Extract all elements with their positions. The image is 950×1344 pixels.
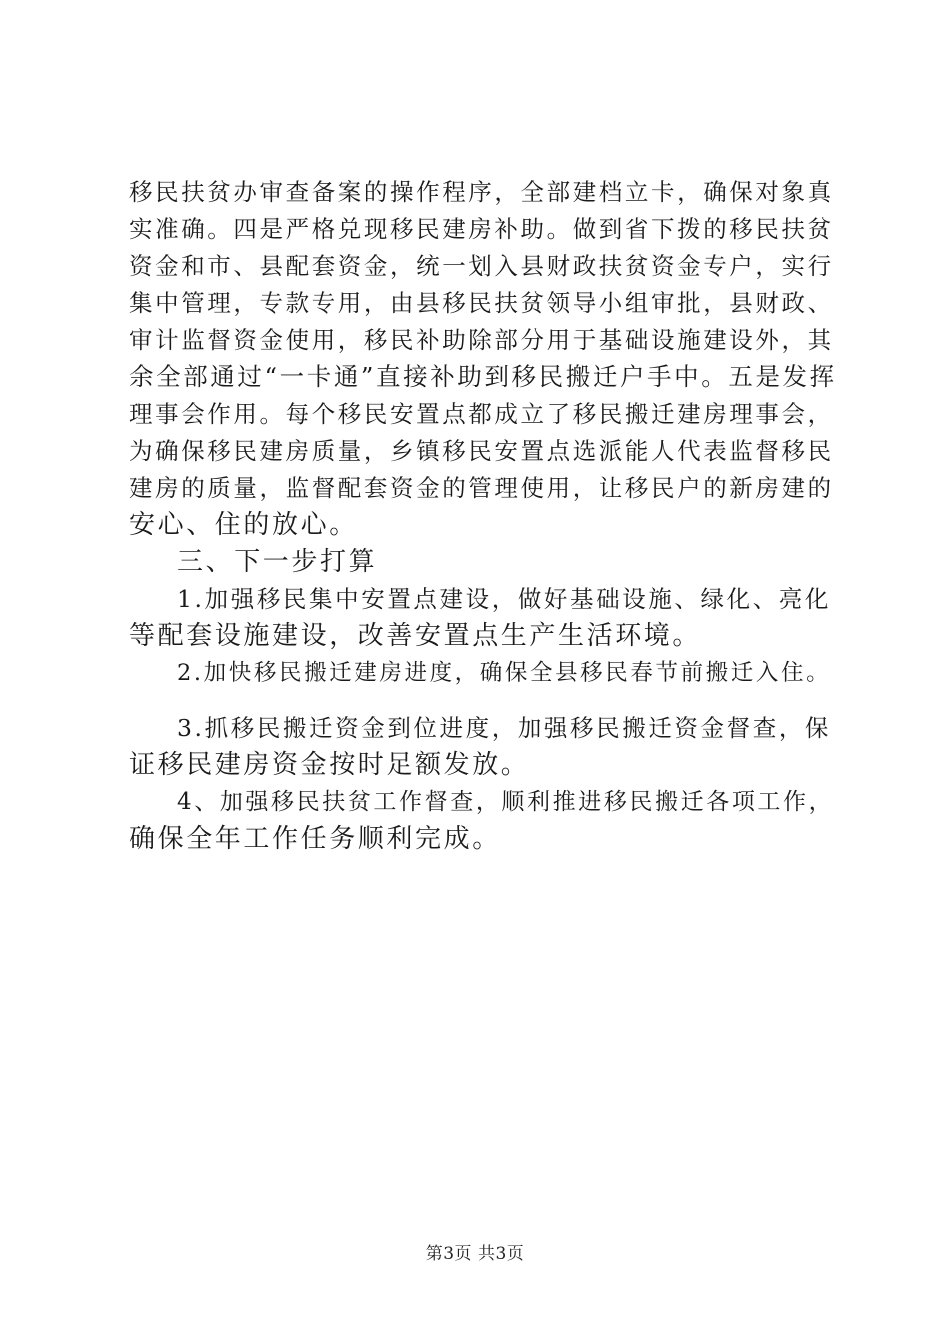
body-text-line: 资金和市、县配套资金，统一划入县财政扶贫资金专户，实行 bbox=[129, 252, 834, 280]
list-item-line: 3.抓移民搬迁资金到位进度，加强移民搬迁资金督查，保 bbox=[177, 714, 832, 742]
page-number-footer: 第3页 共3页 bbox=[425, 1244, 525, 1264]
body-text-line: 建房的质量，监督配套资金的管理使用，让移民户的新房建的 bbox=[129, 474, 834, 502]
body-text-line: 余全部通过“一卡通”直接补助到移民搬迁户手中。五是发挥 bbox=[129, 362, 837, 391]
list-item-line: 4、加强移民扶贫工作督查，顺利推进移民搬迁各项工作， bbox=[177, 789, 835, 815]
body-text-line: 移民扶贫办审查备案的操作程序，全部建档立卡，确保对象真 bbox=[129, 178, 834, 206]
body-text-line: 实准确。四是严格兑现移民建房补助。做到省下拨的移民扶贫 bbox=[129, 215, 834, 243]
section-heading: 三、下一步打算 bbox=[177, 547, 378, 577]
body-text-line: 集中管理，专款专用，由县移民扶贫领导小组审批，县财政、 bbox=[129, 289, 834, 317]
list-item-line: 证移民建房资金按时足额发放。 bbox=[129, 750, 530, 780]
body-text-line: 为确保移民建房质量，乡镇移民安置点选派能人代表监督移民 bbox=[129, 437, 834, 465]
list-item-line: 等配套设施建设，改善安置点生产生活环境。 bbox=[129, 621, 702, 651]
body-text-line: 审计监督资金使用，移民补助除部分用于基础设施建设外，其 bbox=[129, 326, 834, 354]
list-item-line: 2.加快移民搬迁建房进度，确保全县移民春节前搬迁入住。 bbox=[177, 660, 832, 686]
body-text-line: 理事会作用。每个移民安置点都成立了移民搬迁建房理事会， bbox=[129, 400, 834, 428]
list-item-line: 1.加强移民集中安置点建设，做好基础设施、绿化、亮化 bbox=[177, 585, 832, 613]
list-item-line: 确保全年工作任务顺利完成。 bbox=[129, 824, 501, 854]
body-text-line: 安心、住的放心。 bbox=[129, 510, 358, 540]
